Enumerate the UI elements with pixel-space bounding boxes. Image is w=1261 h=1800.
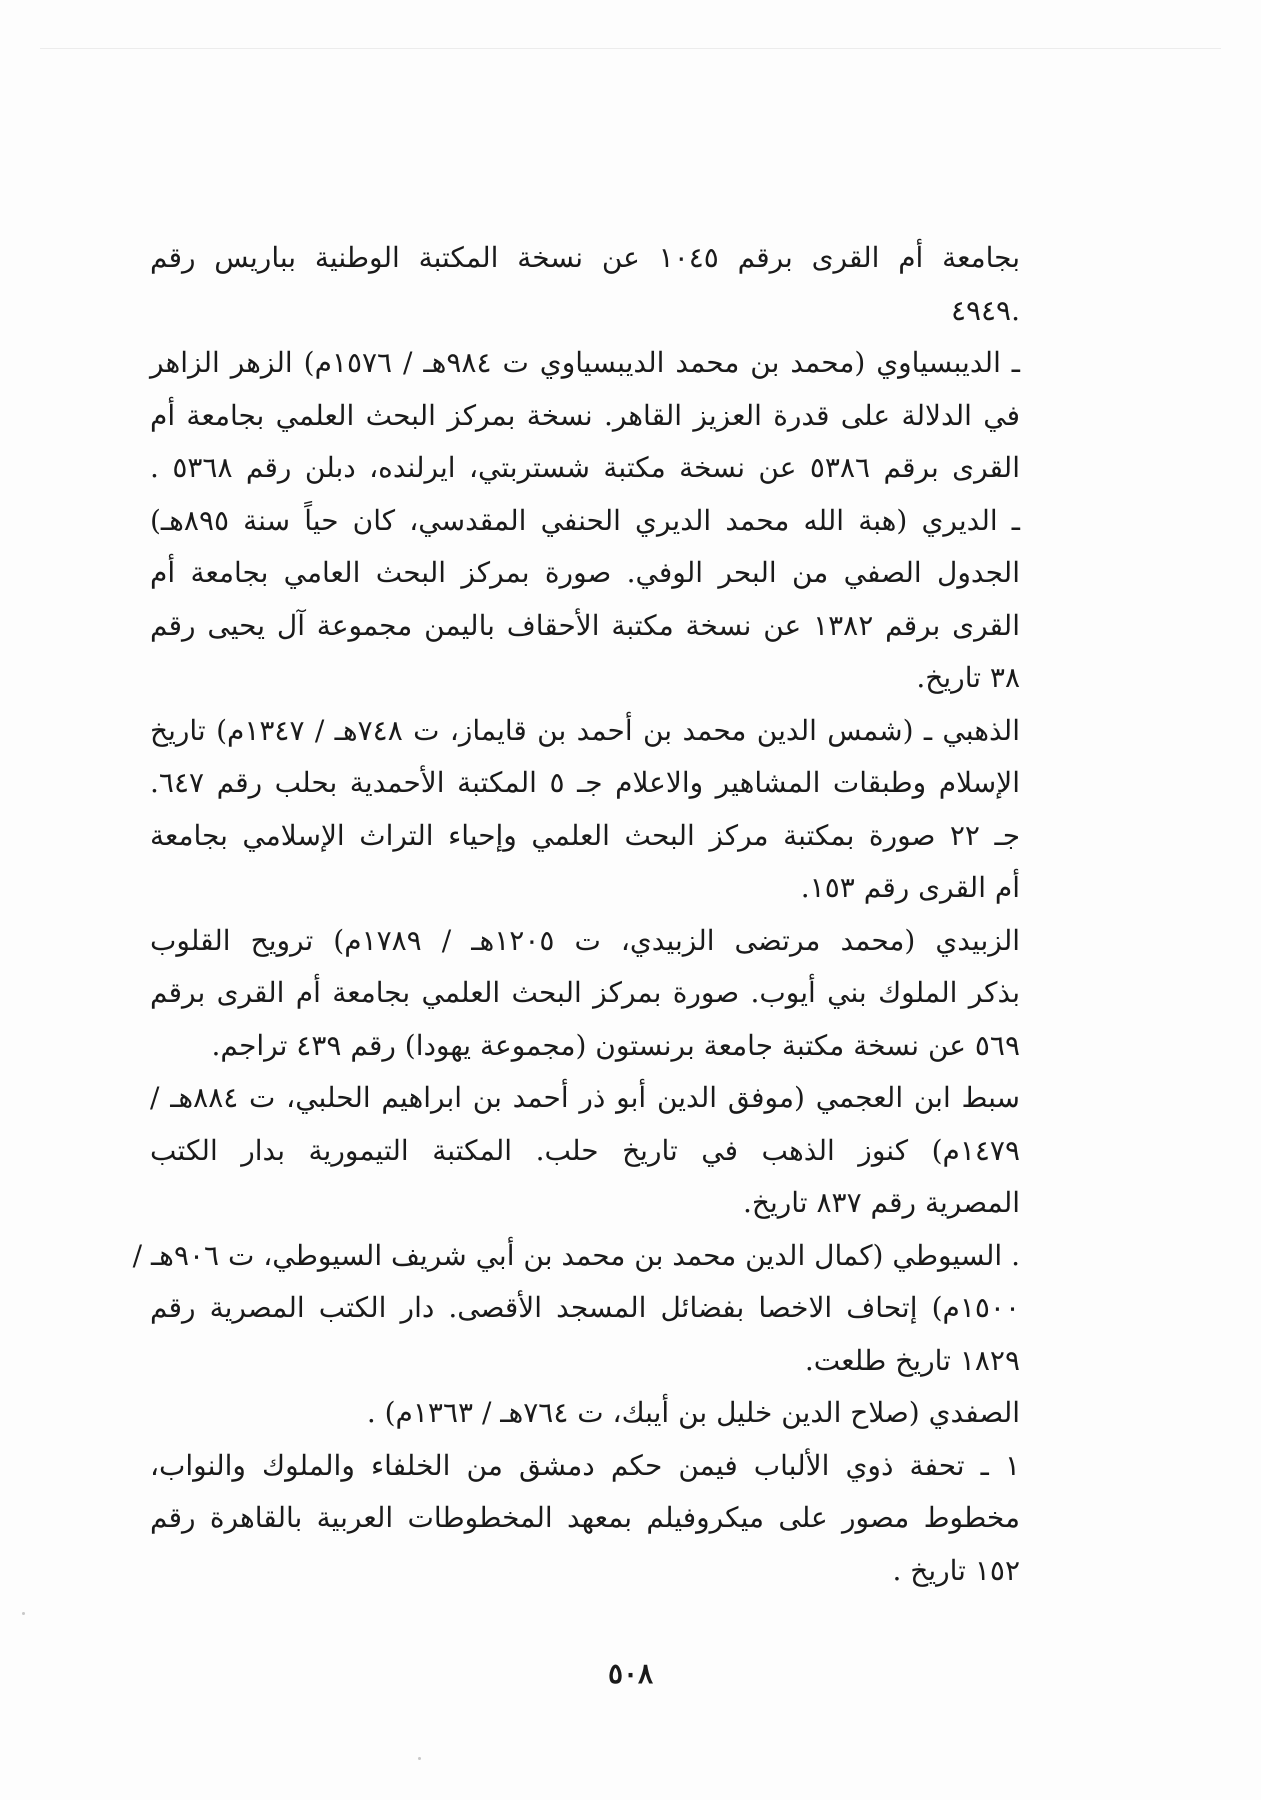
text-line: بذكر الملوك بني أيوب. صورة بمركز البحث العلمي بجامعة أم القرى برقم <box>150 976 1020 1009</box>
text-line: سبط ابن العجمي (موفق الدين أبو ذر أحمد بن ابراهيم الحلبي، ت ٨٨٤هـ / <box>150 1081 1020 1114</box>
top-edge-line <box>40 48 1221 49</box>
text-line: الإسلام وطبقات المشاهير والاعلام جـ ٥ المكتبة الأحمدية بحلب رقم ٦٤٧. <box>150 766 1020 799</box>
text-line: . السيوطي (كمال الدين محمد بن محمد بن أبي شريف السيوطي، ت ٩٠٦هـ / <box>132 1238 1020 1272</box>
text-line: ١٤٧٩م) كنوز الذهب في تاريخ حلب. المكتبة التيمورية بدار الكتب <box>150 1133 1020 1167</box>
text-line: أم القرى رقم ١٥٣. <box>800 871 1020 904</box>
text-line: الصفدي (صلاح الدين خليل بن أيبك، ت ٧٦٤هـ / ١٣٦٣م) . <box>366 1396 1020 1429</box>
text-line: الذهبي ـ (شمس الدين محمد بن أحمد بن قايماز، ت ٧٤٨هـ / ١٣٤٧م) تاريخ <box>150 713 1020 747</box>
text-line: جـ ٢٢ صورة بمكتبة مركز البحث العلمي وإحياء التراث الإسلامي بجامعة <box>150 818 1020 852</box>
scan-speck <box>22 1612 25 1615</box>
text-line: ٥٦٩ عن نسخة مكتبة جامعة برنستون (مجموعة يهودا) رقم ٤٣٩ تراجم. <box>211 1028 1020 1062</box>
text-line: ٣٨ تاريخ. <box>916 661 1020 694</box>
scan-speck <box>418 1757 421 1760</box>
text-line: الجدول الصفي من البحر الوفي. صورة بمركز البحث العامي بجامعة أم <box>150 556 1020 589</box>
text-line: القرى برقم ١٣٨٢ عن نسخة مكتبة الأحقاف باليمن مجموعة آل يحيى رقم <box>150 608 1020 642</box>
text-line: ـ الديري (هبة الله محمد الديري الحنفي المقدسي، كان حياً سنة ٨٩٥هـ) <box>150 503 1020 537</box>
text-line: ١٥٢ تاريخ . <box>892 1553 1020 1587</box>
text-line: بجامعة أم القرى برقم ١٠٤٥ عن نسخة المكتبة الوطنية بباريس رقم <box>150 241 1021 274</box>
text-line: ـ الديبسياوي (محمد بن محمد الديبسياوي ت ٩٨٤هـ / ١٥٧٦م) الزهر الزاهر <box>150 346 1021 379</box>
bibliography-text <box>132 232 1021 1597</box>
text-line: ١٥٠٠م) إتحاف الاخصا بفضائل المسجد الأقصى. دار الكتب المصرية رقم <box>150 1291 1020 1324</box>
text-line: ١ ـ تحفة ذوي الألباب فيمن حكم دمشق من الخلفاء والملوك والنواب، <box>150 1448 1021 1482</box>
text-line: في الدلالة على قدرة العزيز القاهر. نسخة بمركز البحث العلمي بجامعة أم <box>150 398 1020 432</box>
text-line: القرى برقم ٥٣٨٦ عن نسخة مكتبة شستربتي، ايرلنده، دبلن رقم ٥٣٦٨ . <box>150 451 1020 484</box>
page-number: ٥٠٨ <box>607 1657 654 1690</box>
text-line: ١٨٢٩ تاريخ طلعت. <box>804 1343 1020 1377</box>
text-line: الزبيدي (محمد مرتضى الزبيدي، ت ١٢٠٥هـ / ١٧٨٩م) ترويح القلوب <box>150 923 1021 957</box>
text-line: .٤٩٤٩ <box>950 293 1020 327</box>
text-line: المصرية رقم ٨٣٧ تاريخ. <box>742 1186 1020 1219</box>
text-line: مخطوط مصور على ميكروفيلم بمعهد المخطوطات العربية بالقاهرة رقم <box>150 1501 1020 1534</box>
